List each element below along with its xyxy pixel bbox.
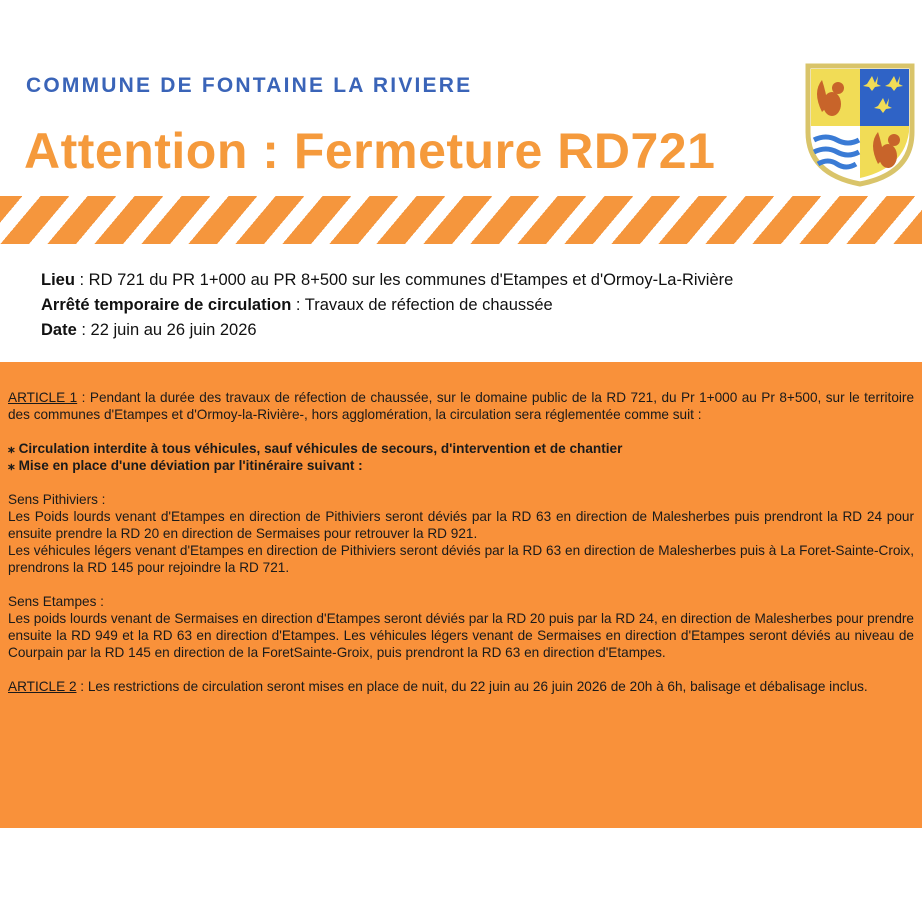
page-title: Attention : Fermeture RD721: [24, 123, 716, 179]
article-2-text: : Les restrictions de circulation seront mises en place de nuit, du 22 juin au 26 juin 2026 de 20h à 6h, balisage et débalisage inclus.: [76, 679, 868, 694]
arrete-value: : Travaux de réfection de chaussée: [291, 296, 553, 314]
pithiviers-heading: Sens Pithiviers :: [8, 492, 106, 507]
hazard-stripes: [0, 196, 922, 244]
etampes-text: Les poids lourds venant de Sermaises en direction d'Etampes seront déviés par la RD 20 puis par la RD 24, en direction de Malesherbes pour prendre ensuite la RD 949 et la RD 63 en direction d'Etampes. Les véhicules légers venant de Sermaises en direction d'Etampes seront déviés au niveau de Courpain par la RD 145 en direction de la ForetSainte-Groix, puis prendront la RD 63 en direction d'Etampes.: [8, 611, 914, 660]
arrete-panel: [0, 362, 922, 828]
coat-of-arms-icon: [804, 62, 916, 188]
info-lieu: [41, 268, 733, 293]
info-block: [41, 268, 733, 343]
arrete-content: [8, 389, 914, 695]
article-1-label: ARTICLE 1: [8, 390, 78, 405]
etampes-heading: Sens Etampes :: [8, 594, 104, 609]
info-date: [41, 318, 733, 343]
article-2: [8, 678, 914, 695]
article-2-label: ARTICLE 2: [8, 679, 77, 694]
info-arrete: [41, 293, 733, 318]
article-1-text: : Pendant la durée des travaux de réfection de chaussée, sur le domaine public de la RD 721, du Pr 1+000 au Pr 8+500, sur le territoire des communes d'Etampes et d'Ormoy-la-Rivière-, hors agglomération, la circulation sera réglementée comme suit :: [8, 390, 915, 422]
bullet-deviation: ⁎ Mise en place d'une déviation par l'itinéraire suivant :: [8, 458, 363, 473]
arrete-label: Arrêté temporaire de circulation: [41, 296, 292, 314]
pithiviers-poids-lourds: Les Poids lourds venant d'Etampes en direction de Pithiviers seront déviés par la RD 63 en direction de Malesherbes puis prendront la RD 24 pour ensuite prendre la RD 20 en direction de Sermaises pour retrouver la RD 921.: [8, 509, 914, 541]
date-label: Date: [41, 321, 77, 339]
pithiviers-vehicules-legers: Les véhicules légers venant d'Etampes en direction de Pithiviers seront déviés par la RD 63 en direction de Malesherbes puis à La Foret-Sainte-Croix, prendrons la RD 145 pour rejoindre la RD 721.: [8, 543, 914, 575]
date-value: : 22 juin au 26 juin 2026: [76, 321, 257, 339]
commune-name: COMMUNE DE FONTAINE LA RIVIERE: [26, 74, 473, 97]
lieu-value: : RD 721 du PR 1+000 au PR 8+500 sur les communes d'Etampes et d'Ormoy-La-Rivière: [74, 271, 734, 289]
lieu-label: Lieu: [41, 271, 75, 289]
article-1: [8, 389, 914, 423]
bullet-interdiction: ⁎ Circulation interdite à tous véhicules, sauf véhicules de secours, d'intervention et de chantier: [8, 441, 623, 456]
